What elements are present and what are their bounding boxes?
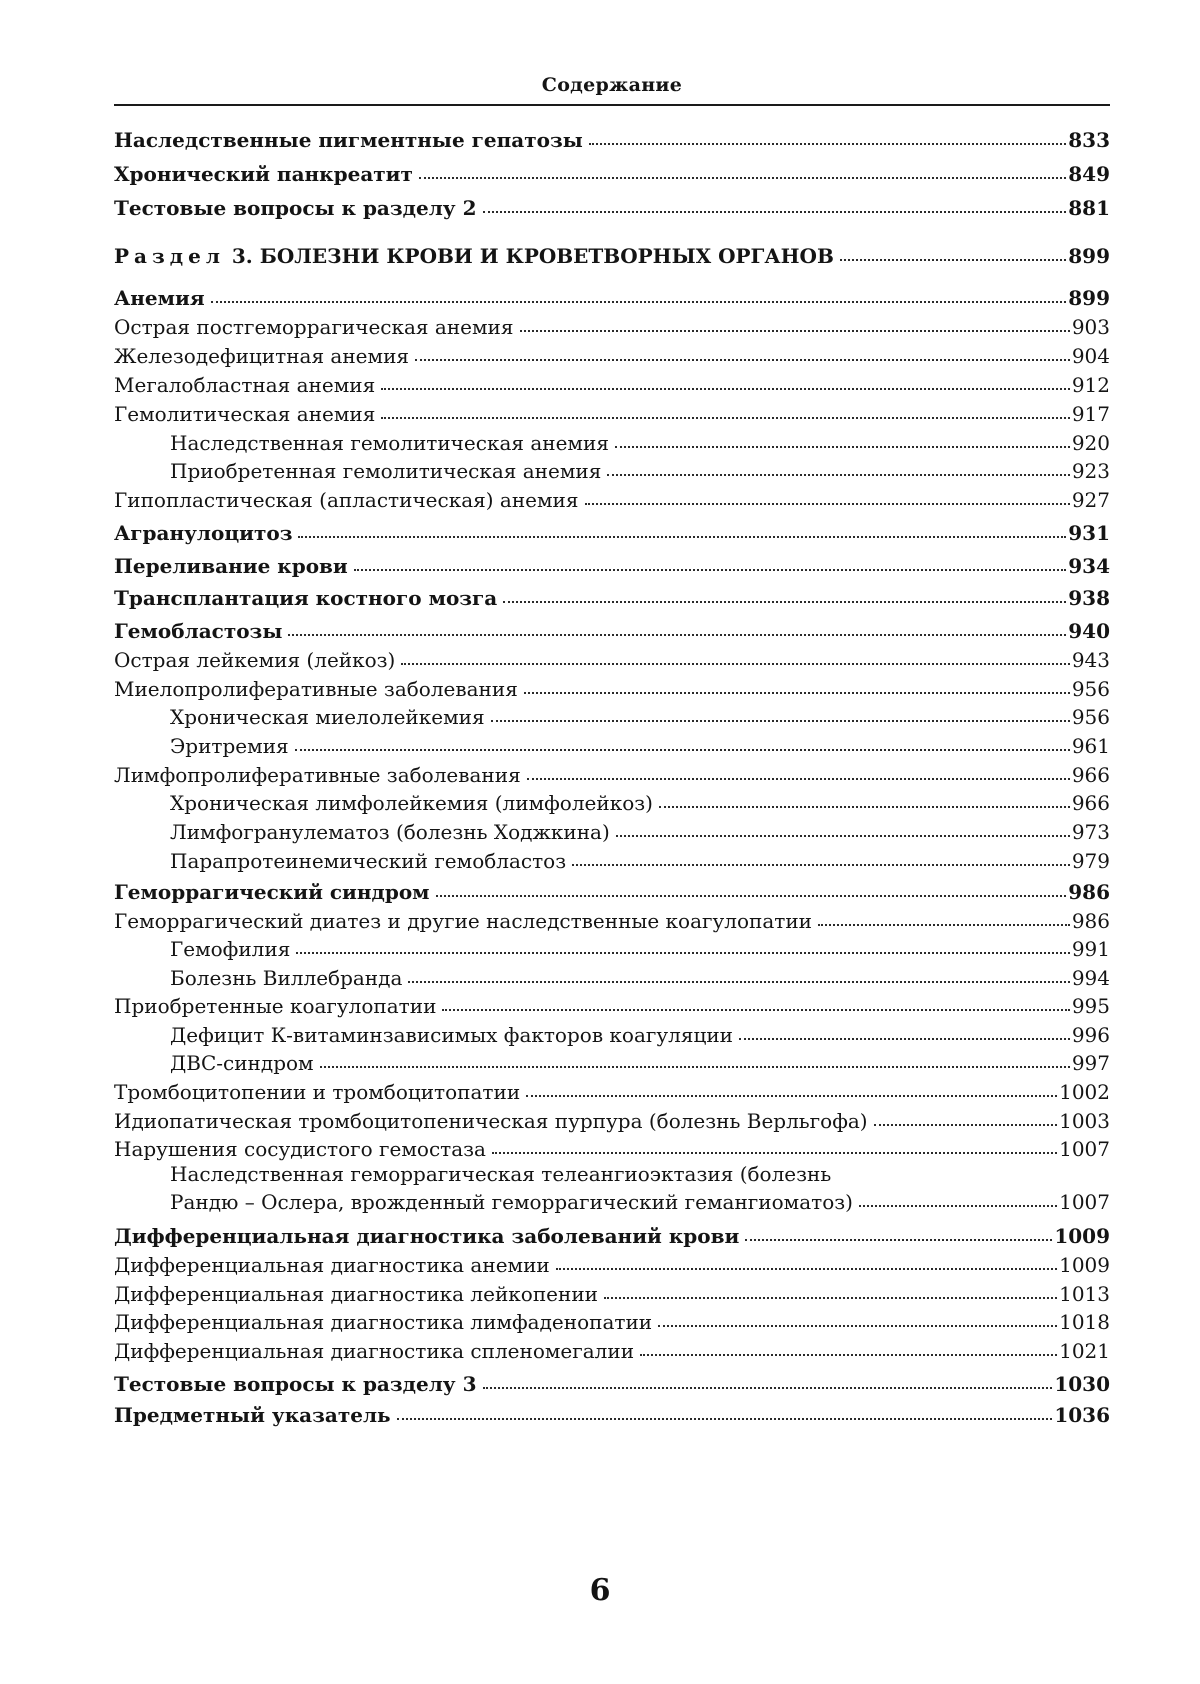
dot-leader: [397, 653, 1069, 667]
dot-leader: [516, 320, 1070, 334]
dot-leader: [654, 1315, 1057, 1329]
toc-entry: [114, 647, 1110, 673]
toc-entry: [114, 430, 1110, 456]
toc-entry: [114, 585, 1110, 611]
dot-leader: [411, 349, 1070, 363]
toc-page-number: 956: [1071, 705, 1110, 729]
toc-entry-title: Гемобластозы: [114, 619, 283, 643]
toc-page-number: 986: [1071, 909, 1110, 933]
dot-leader: [855, 1195, 1057, 1209]
toc-entry: [114, 1079, 1110, 1105]
toc-page-number: 920: [1071, 431, 1110, 455]
dot-leader: [294, 526, 1066, 540]
dot-leader: [735, 1028, 1070, 1042]
dot-leader: [585, 133, 1067, 147]
toc-entry: [114, 1338, 1110, 1364]
toc-entry-title: Идиопатическая тромбоцитопеническая пурпура (болезнь Верльгофа): [114, 1109, 868, 1133]
toc-entry: [114, 161, 1110, 187]
toc-entry-title: Рандю – Ослера, врожденный геморрагический гемангиоматоз): [170, 1190, 853, 1214]
toc-page-number: 899: [1068, 244, 1110, 268]
toc-entry: [114, 1050, 1110, 1076]
toc-entry-title: Мегалобластная анемия: [114, 373, 376, 397]
toc-entry: [114, 790, 1110, 816]
toc-entry-title: Эритремия: [170, 734, 289, 758]
toc-entry: [114, 553, 1110, 579]
toc-entry: [114, 1309, 1110, 1335]
toc-entry: [114, 733, 1110, 759]
dot-leader: [284, 624, 1066, 638]
toc-entry: [114, 704, 1110, 730]
toc-page-number: 1018: [1059, 1310, 1110, 1334]
toc-entry-title: Приобретенная гемолитическая анемия: [170, 459, 602, 483]
toc-page-number: 917: [1071, 402, 1110, 426]
toc-page-number: 979: [1071, 849, 1110, 873]
dot-leader: [479, 1377, 1053, 1391]
toc-page-number: 997: [1071, 1051, 1110, 1075]
dot-leader: [612, 825, 1070, 839]
toc-entry-title: Острая постгеморрагическая анемия: [114, 315, 514, 339]
toc-page-number: 1007: [1059, 1137, 1110, 1161]
toc-entry-title: Дефицит К-витаминзависимых факторов коагуляции: [170, 1023, 733, 1047]
toc-page-number: 956: [1071, 677, 1110, 701]
toc-entry: [114, 819, 1110, 845]
toc-entry: [114, 314, 1110, 340]
toc-entry-title: Переливание крови: [114, 554, 348, 578]
toc-entry-title: Наследственная гемолитическая анемия: [170, 431, 609, 455]
page-number: 6: [589, 1573, 611, 1608]
toc-page-number: 1021: [1059, 1339, 1110, 1363]
toc-entry-title: Тромбоцитопении и тромбоцитопатии: [114, 1080, 521, 1104]
toc-entry: [114, 618, 1110, 644]
toc-entry-title: Анемия: [114, 286, 205, 310]
toc-page-number: 833: [1068, 128, 1110, 152]
dot-leader: [870, 1114, 1058, 1128]
toc-entry-title: Дифференциальная диагностика лейкопении: [114, 1282, 599, 1306]
toc-entry-title: Хроническая лимфолейкемия (лимфолейкоз): [170, 791, 653, 815]
toc-entry-title: Дифференциальная диагностика спленомегалии: [114, 1339, 635, 1363]
toc-entry-title: Геморрагический диатез и другие наследственные коагулопатии: [114, 909, 812, 933]
toc-entry-title: Геморрагический синдром: [114, 880, 430, 904]
section-prefix: Раздел: [114, 244, 225, 268]
toc-entry-title: Болезнь Виллебранда: [170, 966, 403, 990]
dot-leader: [350, 559, 1066, 573]
toc-page-number: 934: [1068, 554, 1110, 578]
toc-entry-title: Предметный указатель: [114, 1403, 391, 1427]
toc-page-number: 1036: [1054, 1403, 1110, 1427]
toc-page-number: 940: [1068, 619, 1110, 643]
toc-page-number: 899: [1068, 286, 1110, 310]
toc-page-number: 923: [1071, 459, 1110, 483]
dot-leader: [291, 739, 1070, 753]
toc-entry: [114, 879, 1110, 905]
running-head: Содержание: [541, 74, 683, 96]
toc-entry-title: Хроническая миелолейкемия: [170, 705, 485, 729]
toc-entry: [114, 487, 1110, 513]
dot-leader: [479, 201, 1067, 215]
toc-page-number: 961: [1071, 734, 1110, 758]
toc-page-number: 904: [1071, 344, 1110, 368]
toc-page-number: 1009: [1059, 1253, 1110, 1277]
toc-page-number: 1013: [1059, 1282, 1110, 1306]
toc-page-number: 881: [1068, 196, 1110, 220]
toc-entry: [114, 1108, 1110, 1134]
toc-entry: [114, 908, 1110, 934]
dot-leader: [316, 1056, 1070, 1070]
dot-leader: [568, 854, 1070, 868]
toc-entry-title: Дифференциальная диагностика лимфаденопатии: [114, 1310, 653, 1334]
toc-entry-title: Трансплантация костного мозга: [114, 586, 498, 610]
toc-entry: [114, 520, 1110, 546]
table-of-contents: [114, 0, 1110, 1684]
dot-leader: [741, 1229, 1052, 1243]
toc-entry-title: Дифференциальная диагностика анемии: [114, 1253, 550, 1277]
toc-entry-title: Парапротеинемический гемобластоз: [170, 849, 567, 873]
toc-page-number: 966: [1071, 763, 1110, 787]
dot-leader: [636, 1344, 1057, 1358]
dot-leader: [432, 885, 1067, 899]
toc-entry: [114, 1281, 1110, 1307]
toc-page-number: 943: [1071, 648, 1110, 672]
toc-entry: [114, 1223, 1110, 1249]
toc-entry-title: Миелопролиферативные заболевания: [114, 677, 518, 701]
toc-entry: [114, 458, 1110, 484]
toc-entry-title: Хронический панкреатит: [114, 162, 413, 186]
toc-entry: [114, 1189, 1110, 1215]
toc-entry-title: Лимфопролиферативные заболевания: [114, 763, 521, 787]
toc-entry: [114, 1022, 1110, 1048]
section-title: 3. БОЛЕЗНИ КРОВИ И КРОВЕТВОРНЫХ ОРГАНОВ: [224, 244, 834, 268]
toc-entry-title: Тестовые вопросы к разделу 3: [114, 1372, 477, 1396]
dot-leader: [207, 291, 1067, 305]
toc-entry-title: Острая лейкемия (лейкоз): [114, 648, 396, 672]
toc-entry: [114, 936, 1110, 962]
toc-page-number: 1009: [1054, 1224, 1110, 1248]
dot-leader: [393, 1408, 1053, 1422]
toc-entry: [114, 195, 1110, 221]
toc-entry: [114, 401, 1110, 427]
toc-page-number: 1007: [1059, 1190, 1110, 1214]
dot-leader: [603, 464, 1069, 478]
toc-page-number: 996: [1071, 1023, 1110, 1047]
toc-entry-title: Дифференциальная диагностика заболеваний крови: [114, 1224, 740, 1248]
toc-page-number: 995: [1071, 994, 1110, 1018]
dot-leader: [520, 682, 1070, 696]
dot-leader: [581, 493, 1070, 507]
toc-page-number: 1030: [1054, 1372, 1110, 1396]
toc-page-number: 994: [1071, 966, 1110, 990]
toc-page-number: 966: [1071, 791, 1110, 815]
dot-leader: [552, 1258, 1057, 1272]
toc-entry: [114, 762, 1110, 788]
toc-entry-title: Тестовые вопросы к разделу 2: [114, 196, 477, 220]
dot-leader: [499, 591, 1066, 605]
toc-entry: [114, 1252, 1110, 1278]
toc-entry-title: Нарушения сосудистого гемостаза: [114, 1137, 486, 1161]
dot-leader: [523, 768, 1070, 782]
toc-entry: [114, 676, 1110, 702]
toc-entry: [114, 372, 1110, 398]
toc-entry-title: ДВС-синдром: [170, 1051, 314, 1075]
toc-page-number: 912: [1071, 373, 1110, 397]
toc-page-number: 938: [1068, 586, 1110, 610]
toc-section-heading: [114, 243, 1110, 269]
toc-entry-title: Приобретенные коагулопатии: [114, 994, 437, 1018]
toc-page-number: 927: [1071, 488, 1110, 512]
dot-leader: [611, 436, 1070, 450]
toc-entry-title: Лимфогранулематоз (болезнь Ходжкина): [170, 820, 610, 844]
toc-page-number: 903: [1071, 315, 1110, 339]
toc-entry: [114, 127, 1110, 153]
toc-page-number: 991: [1071, 937, 1110, 961]
dot-leader: [814, 914, 1070, 928]
dot-leader: [600, 1287, 1057, 1301]
toc-page-number: 1003: [1059, 1109, 1110, 1133]
dot-leader: [292, 942, 1070, 956]
dot-leader: [377, 378, 1070, 392]
dot-leader: [415, 167, 1066, 181]
toc-entry: [114, 848, 1110, 874]
toc-entry: [114, 993, 1110, 1019]
toc-entry: [114, 343, 1110, 369]
toc-entry-title: Гемофилия: [170, 937, 291, 961]
toc-entry: [114, 1371, 1110, 1397]
dot-leader: [487, 710, 1070, 724]
toc-page-number: 931: [1068, 521, 1110, 545]
toc-entry-title: [114, 243, 834, 269]
toc-entry-title: Наследственные пигментные гепатозы: [114, 128, 583, 152]
dot-leader: [377, 407, 1069, 421]
toc-entry: [114, 1402, 1110, 1428]
dot-leader: [404, 971, 1069, 985]
toc-entry: [114, 1136, 1110, 1162]
toc-entry-title: Железодефицитная анемия: [114, 344, 410, 368]
toc-page-number: 1002: [1059, 1080, 1110, 1104]
toc-entry: [114, 285, 1110, 311]
toc-page-number: 849: [1068, 162, 1110, 186]
toc-entry-title-line1: Наследственная геморрагическая телеангиоэктазия (болезнь: [170, 1162, 832, 1186]
toc-entry-title: Гемолитическая анемия: [114, 402, 376, 426]
toc-entry-title: Гипопластическая (апластическая) анемия: [114, 488, 579, 512]
dot-leader: [438, 999, 1069, 1013]
dot-leader: [836, 249, 1066, 263]
dot-leader: [488, 1142, 1057, 1156]
dot-leader: [522, 1085, 1057, 1099]
dot-leader: [655, 796, 1070, 810]
toc-page-number: 973: [1071, 820, 1110, 844]
toc-entry: [114, 965, 1110, 991]
toc-entry-title: Агранулоцитоз: [114, 521, 293, 545]
toc-page-number: 986: [1068, 880, 1110, 904]
